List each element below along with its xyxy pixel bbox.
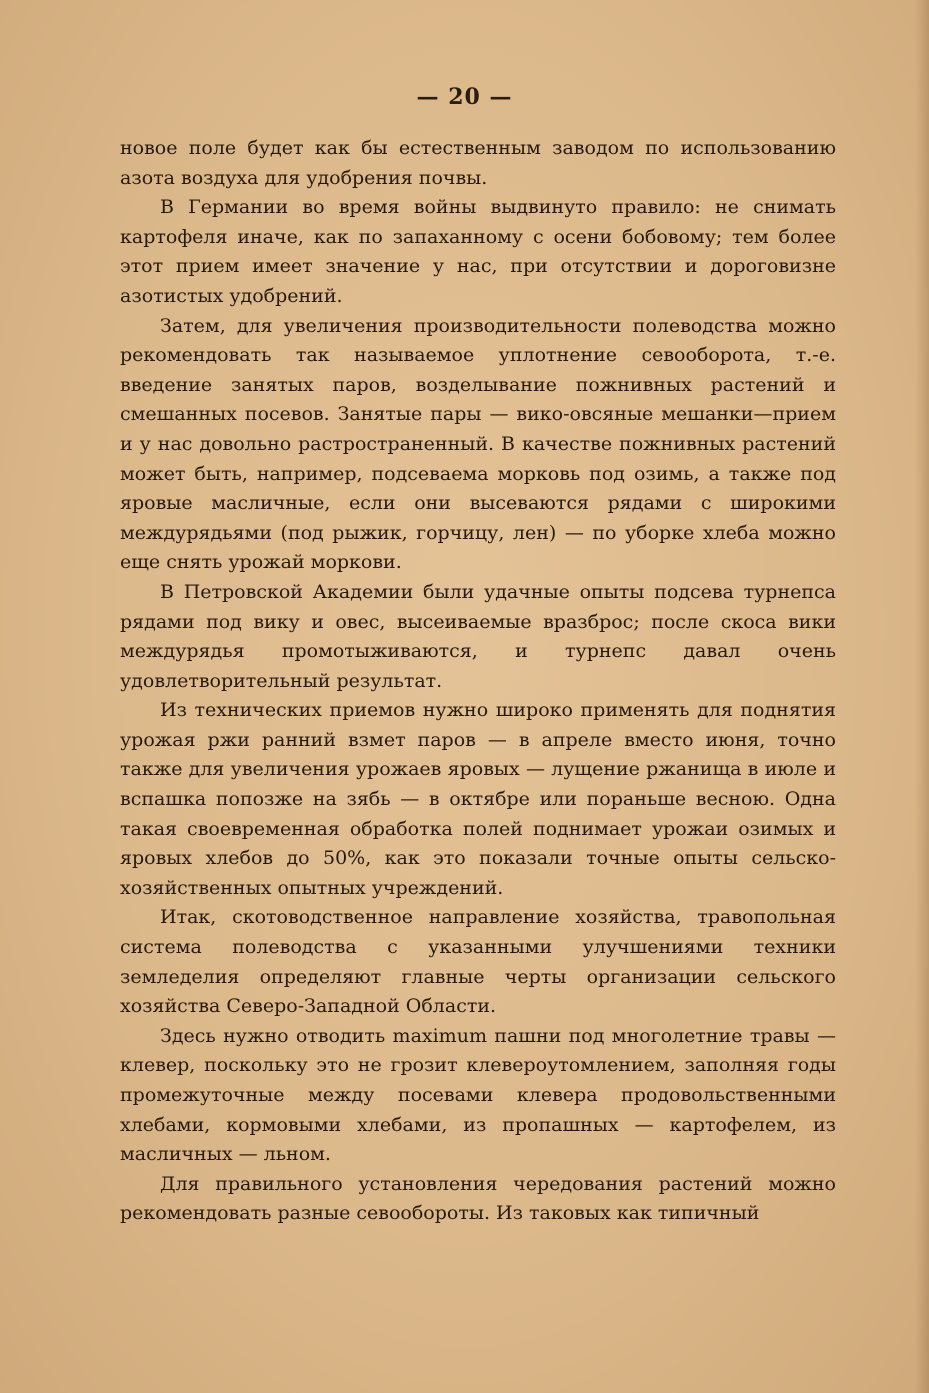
page-edge-shadow [915, 0, 929, 1393]
body-text [120, 134, 836, 1229]
paragraph-1: новое поле будет как бы естественным заводом по использованию азота воздуха для удобрения почвы. [120, 137, 836, 189]
paragraph-2: В Германии во время войны выдвинуто правило: не снимать картофеля иначе, как по запаханному с осени бобовому; тем более этот прием имеет значение у нас, при отсутствии и дороговизне азотистых удобрений. [120, 196, 836, 307]
paragraph-6: Итак, скотоводственное направление хозяйства, травопольная система полеводства с указанными улучшениями техники земледелия определяют главные черты организации сельского хозяйства Северо-Западной Области. [120, 906, 836, 1018]
paragraph-4: В Петровской Академии были удачные опыты подсева турнепса рядами под вику и овес, высеиваемые вразброс; после скоса вики междурядья промотыживаются, и турнепс давал очень удовлетворительный результат. [120, 580, 836, 692]
paragraph-5: Из технических приемов нужно широко применять для поднятия урожая ржи ранний взмет паров — в апреле вместо июня, точно также для увеличения урожаев яровых — лущение ржанища в июле и вспашка попозже на зябь — в октябре или пораньше весною. Одна такая своевременная обработка полей поднимает урожаи озимых и яровых хлебов до 50%, как это показали точные опыты сельско-хозяйственных опытных учреждений. [120, 699, 836, 899]
paragraph-8: Для правильного установления чередования растений можно рекомендовать разные севообороты. Из таковых как типичный [120, 1172, 836, 1225]
paragraph-7: Здесь нужно отводить maximum пашни под многолетние травы — клевер, поскольку это не грозит клевероутомлением, заполняя годы промежуточные между посевами клевера продовольственными хлебами, кормовыми хлебами, из пропашных — картофелем, из масличных — льном. [120, 1024, 836, 1166]
paragraph-3: Затем, для увеличения производительности полеводства можно рекомендовать так называемое уплотнение севооборота, т.-е. введение занятых паров, возделывание пожнивных растений и смешанных посевов. Занятые пары — вико-овсяные мешанки—прием и у нас довольно растространенный. В качестве пожнивных растений может быть, например, подсеваема морковь под озимь, а также под яровые масличные, если они высеваются рядами с широкими междурядьями (под рыжик, горчицу, лен) — по уборке хлеба можно еще снять урожай моркови. [120, 314, 836, 574]
page-number: — 20 — [416, 84, 513, 110]
